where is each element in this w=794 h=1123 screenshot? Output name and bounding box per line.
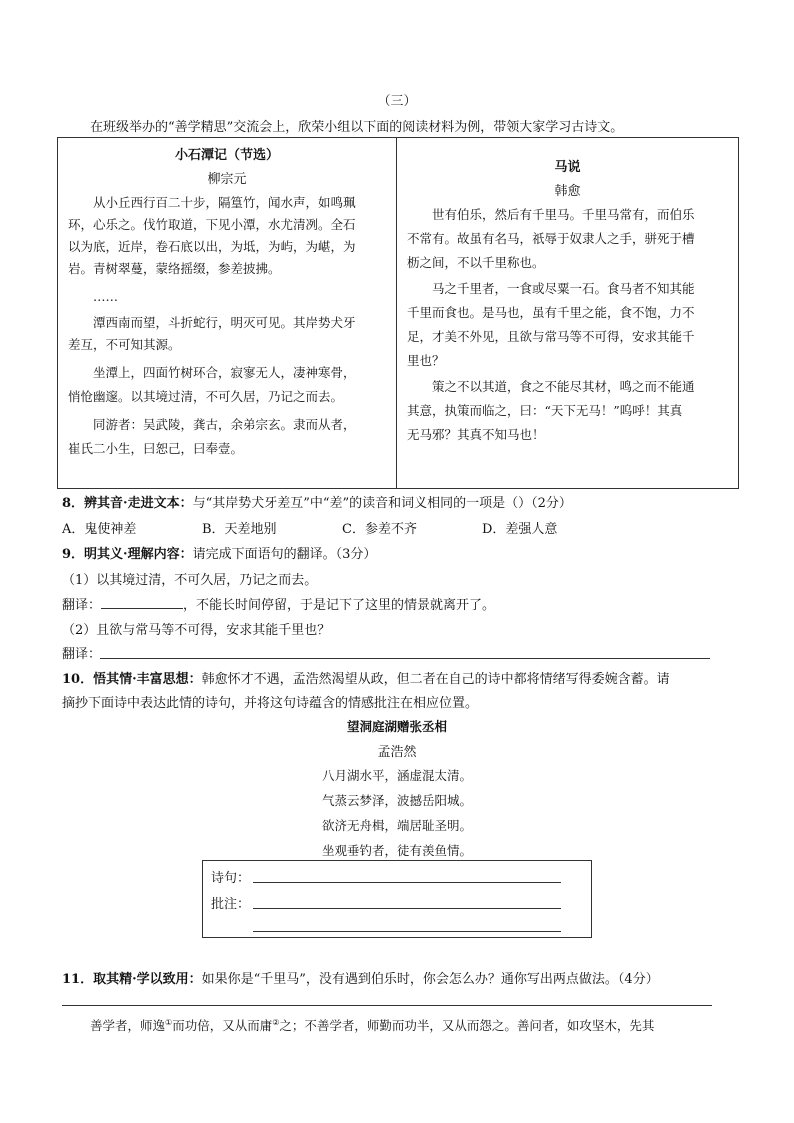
- annotation-blank[interactable]: [253, 931, 561, 932]
- poem-title: 望洞庭湖赠张丞相: [346, 719, 447, 734]
- question-9-translation-1: [62, 594, 495, 613]
- left-passage-author: 柳宗元: [207, 172, 247, 187]
- question-11-head: 11．取其精·学以致用：: [62, 972, 202, 987]
- passage-line: 环，心乐之。伐竹取道，下见小潭，水尤清冽。全石: [68, 217, 356, 232]
- question-9: [62, 543, 376, 562]
- question-8-option-c[interactable]: C．参差不齐: [342, 522, 417, 537]
- footer-text: 而功倍，又从而庸: [172, 1018, 273, 1033]
- poem-line: 欲济无舟楫，端居耻圣明。: [321, 818, 472, 833]
- poem-line-label: 诗句：: [211, 871, 251, 886]
- footer-passage: [90, 1016, 654, 1034]
- passage-line: 同游者：吴武陵，龚古，余弟宗玄。隶而从者，: [93, 417, 356, 432]
- passage-line: 世有伯乐，然后有千里马。千里马常有，而伯乐: [432, 207, 695, 222]
- question-10: [62, 668, 670, 687]
- passage-line: 悄怆幽邃。以其境过清，不可久居，乃记之而去。: [68, 389, 344, 404]
- poem-line: 气蒸云梦泽，波撼岳阳城。: [321, 793, 472, 808]
- left-passage-title: 小石潭记（节选）: [174, 148, 279, 163]
- passage-line: 潭西南而望，斗折蛇行，明灭可见。其岸势犬牙: [93, 315, 356, 330]
- question-11-text: 如果你是“千里马”，没有遇到伯乐时，你会怎么办？通你写出两点做法。（4分）: [201, 972, 659, 987]
- right-passage-author: 韩愈: [554, 184, 581, 199]
- passage-line: 足，才美不外见，且欲与常马等不可得，安求其能千: [407, 329, 695, 344]
- translation-label: 翻译：: [62, 647, 102, 662]
- passage-line: ……: [93, 289, 118, 304]
- passage-line: 策之不以其道，食之不能尽其材，鸣之而不能通: [432, 379, 695, 394]
- question-10-head: 10．悟其情·丰富思想：: [62, 672, 202, 687]
- poem-line: 八月湖水平，涵虚混太清。: [321, 768, 472, 783]
- annotation-blank[interactable]: [253, 908, 561, 909]
- question-8-option-b[interactable]: B．天差地别: [202, 522, 277, 537]
- section-title: （三）: [377, 94, 417, 109]
- question-9-text: 请完成下面语句的翻译。（3分）: [192, 547, 377, 562]
- poem-line-blank[interactable]: [253, 882, 561, 883]
- question-9-translation-2: [62, 643, 101, 662]
- answer-blank[interactable]: [101, 595, 183, 609]
- passage-line: 坐潭上，四面竹树环合，寂寥无人，凄神寒骨，: [93, 365, 356, 380]
- answer-line[interactable]: [62, 1005, 712, 1006]
- passage-line: 马之千里者，一食或尽粟一石。食马者不知其能: [432, 281, 695, 296]
- question-8-option-a[interactable]: A．鬼使神差: [62, 522, 137, 537]
- question-10-text-2: 摘抄下面诗中表达此情的诗句，并将这句诗蕴含的情感批注在相应位置。: [62, 696, 479, 711]
- question-8-text: 与“其岸势犬牙差互”中“差”的读音和词义相同的一项是（）（2分）: [192, 496, 572, 511]
- reading-table: [57, 137, 739, 489]
- passage-line: 崔氏二小生，曰恕己，曰奉壹。: [68, 441, 244, 456]
- passage-line: 不常有。故虽有名马，祇辱于奴隶人之手，骈死于槽: [407, 231, 695, 246]
- right-passage-title: 马说: [554, 160, 581, 175]
- intro-text: 在班级举办的“善学精思”交流会上，欣荣小组以下面的阅读材料为例，带领大家学习古诗文。: [90, 120, 624, 135]
- passage-line: 枥之间，不以千里称也。: [407, 255, 545, 270]
- annotation-label: 批注：: [211, 897, 251, 912]
- translation-label: 翻译：: [62, 598, 102, 613]
- footnote-marker: ①: [165, 1017, 173, 1027]
- passage-line: 差互，不可知其源。: [68, 337, 181, 352]
- question-9-sentence-1: （1）以其境过清，不可久居，乃记之而去。: [62, 573, 318, 588]
- poem-line: 坐观垂钓者，徒有羡鱼情。: [321, 843, 472, 858]
- answer-line[interactable]: [100, 658, 710, 659]
- passage-line: 千里而食也。是马也，虽有千里之能，食不饱，力不: [407, 305, 695, 320]
- passage-line: 里也？: [407, 353, 445, 368]
- passage-line: 无马邪？其真不知马也！: [407, 427, 545, 442]
- question-9-sentence-2: （2）且欲与常马等不可得，安求其能千里也？: [62, 623, 331, 638]
- question-9-head: 9．明其义·理解内容：: [62, 547, 193, 562]
- answer-box: [202, 860, 592, 938]
- passage-line: 岩。青树翠蔓，蒙络摇缀，参差披拂。: [68, 261, 281, 276]
- question-8-head: 8．辨其音·走进文本：: [62, 496, 193, 511]
- question-10-text: 韩愈怀才不遇，孟浩然渴望从政，但二者在自己的诗中都将情绪写得委婉含蓄。请: [201, 672, 670, 687]
- passage-line: 以为底，近岸，卷石底以出，为坻，为屿，为嵁，为: [68, 239, 356, 254]
- poem-author: 孟浩然: [377, 745, 417, 760]
- question-11: [62, 968, 659, 987]
- passage-line: 其意，执策而临之，曰：“天下无马！”呜呼！其真: [407, 403, 683, 418]
- footnote-marker: ②: [272, 1017, 280, 1027]
- left-passage: [58, 138, 396, 488]
- footer-text: 善学者，师逸: [90, 1018, 166, 1033]
- question-8-option-d[interactable]: D．差强人意: [482, 522, 558, 537]
- translation-rest: ，不能长时间停留，于是记下了这里的情景就离开了。: [183, 598, 496, 613]
- passage-line: 从小丘西行百二十步，隔篁竹，闻水声，如鸣珮: [93, 195, 356, 210]
- question-8: [62, 492, 572, 511]
- right-passage: [397, 138, 738, 488]
- footer-text: 之；不善学者，师勤而功半，又从而怨之。善问者，如攻坚木，先其: [279, 1018, 655, 1033]
